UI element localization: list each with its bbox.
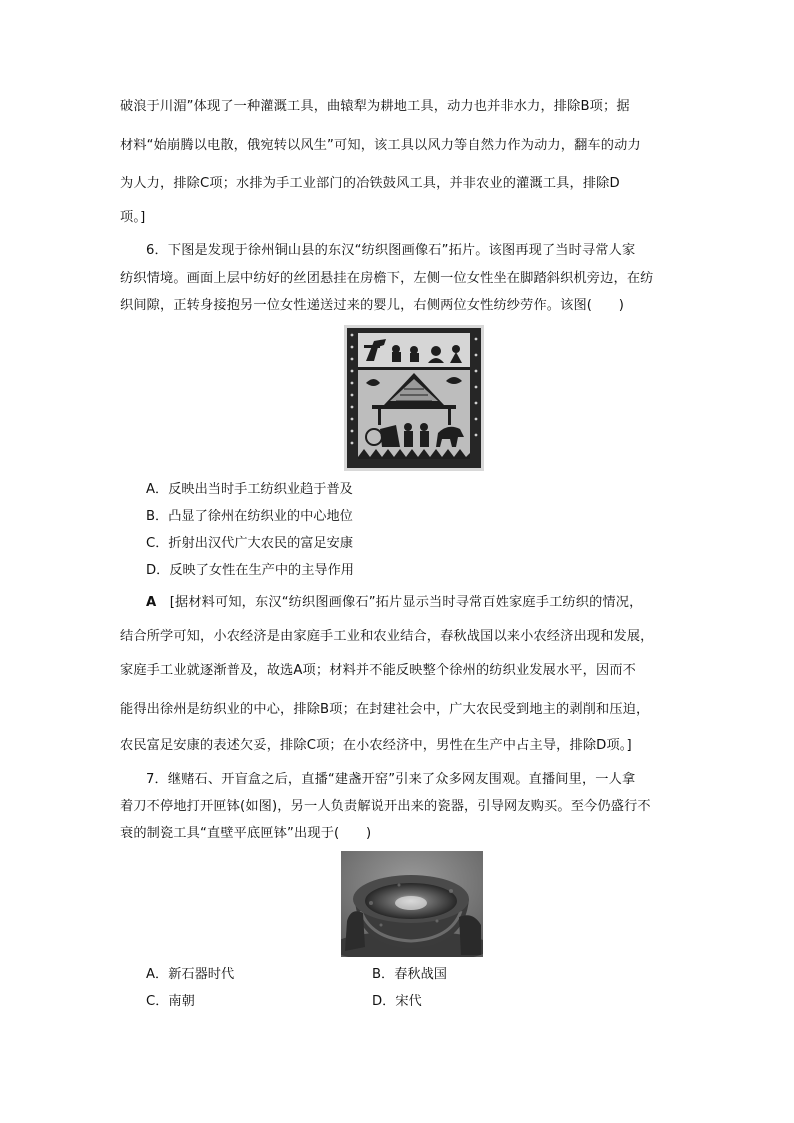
q7-option-d: D．宋代 bbox=[372, 994, 422, 1009]
q6-stem-line-3: 织间隙，正转身接抱另一位女性递送过来的婴儿，右侧两位女性纺纱劳作。该图( ) bbox=[120, 298, 625, 313]
q6-option-d: D．反映了女性在生产中的主导作用 bbox=[146, 563, 354, 578]
q6-stem-line-2: 纺织情境。画面上层中纺好的丝团悬挂在房檐下，左侧一位女性坐在脚踏斜织机旁边，在纺 bbox=[120, 271, 654, 286]
q6-explanation-line-5: 农民富足安康的表述欠妥，排除C项；在小农经济中，男性在生产中占主导，排除D项。] bbox=[120, 738, 632, 753]
q7-stem-line-2: 着刀不停地打开匣钵(如图)，另一人负责解说开出来的瓷器，引导网友购买。至今仍盛行不 bbox=[120, 799, 651, 814]
q6-explanation-text-1: [据材料可知，东汉“纺织图画像石”拓片显示当时寻常百姓家庭手工纺织的情况， bbox=[156, 595, 643, 610]
q6-explanation-line-3: 家庭手工业就逐渐普及，故选A项；材料并不能反映整个徐州的纺织业发展水平，因而不 bbox=[120, 663, 636, 678]
q6-explanation-line-1 bbox=[146, 594, 706, 612]
q6-stem-line-1: 6．下图是发现于徐州铜山县的东汉“纺织图画像石”拓片。该图再现了当时寻常人家 bbox=[146, 243, 636, 258]
q7-option-c: C．南朝 bbox=[146, 994, 195, 1009]
q6-option-a: A．反映出当时手工纺织业趋于普及 bbox=[146, 482, 353, 497]
q5-explanation-line-1: 破浪于川湄”体现了一种灌溉工具，曲辕犁为耕地工具，动力也并非水力，排除B项；据 bbox=[120, 99, 630, 114]
q5-explanation-line-3: 为人力，排除C项；水排为手工业部门的冶铁鼓风工具，并非农业的灌溉工具，排除D bbox=[120, 176, 620, 191]
q6-option-c: C．折射出汉代广大农民的富足安康 bbox=[146, 536, 354, 551]
q6-option-b: B．凸显了徐州在纺织业的中心地位 bbox=[146, 509, 353, 524]
textile-relief-rubbing-image bbox=[344, 325, 484, 471]
q7-option-a: A．新石器时代 bbox=[146, 967, 235, 982]
saggar-photo-image bbox=[341, 851, 483, 957]
q6-answer-letter: A bbox=[146, 595, 157, 610]
q6-explanation-line-4: 能得出徐州是纺织业的中心，排除B项；在封建社会中，广大农民受到地主的剥削和压迫， bbox=[120, 702, 650, 717]
q6-explanation-line-2: 结合所学可知，小农经济是由家庭手工业和农业结合，春秋战国以来小农经济出现和发展， bbox=[120, 629, 654, 644]
q5-explanation-line-2: 材料“始崩腾以电散，俄宛转以风生”可知，该工具以风力等自然力作为动力，翻车的动力 bbox=[120, 138, 641, 153]
q7-stem-line-3: 衰的制瓷工具“直壁平底匣钵”出现于( ) bbox=[120, 826, 372, 841]
q7-option-b: B．春秋战国 bbox=[372, 967, 447, 982]
q5-explanation-line-4: 项。] bbox=[120, 210, 146, 225]
q7-stem-line-1: 7．继赌石、开盲盒之后，直播“建盏开窑”引来了众多网友围观。直播间里，一人拿 bbox=[146, 772, 636, 787]
